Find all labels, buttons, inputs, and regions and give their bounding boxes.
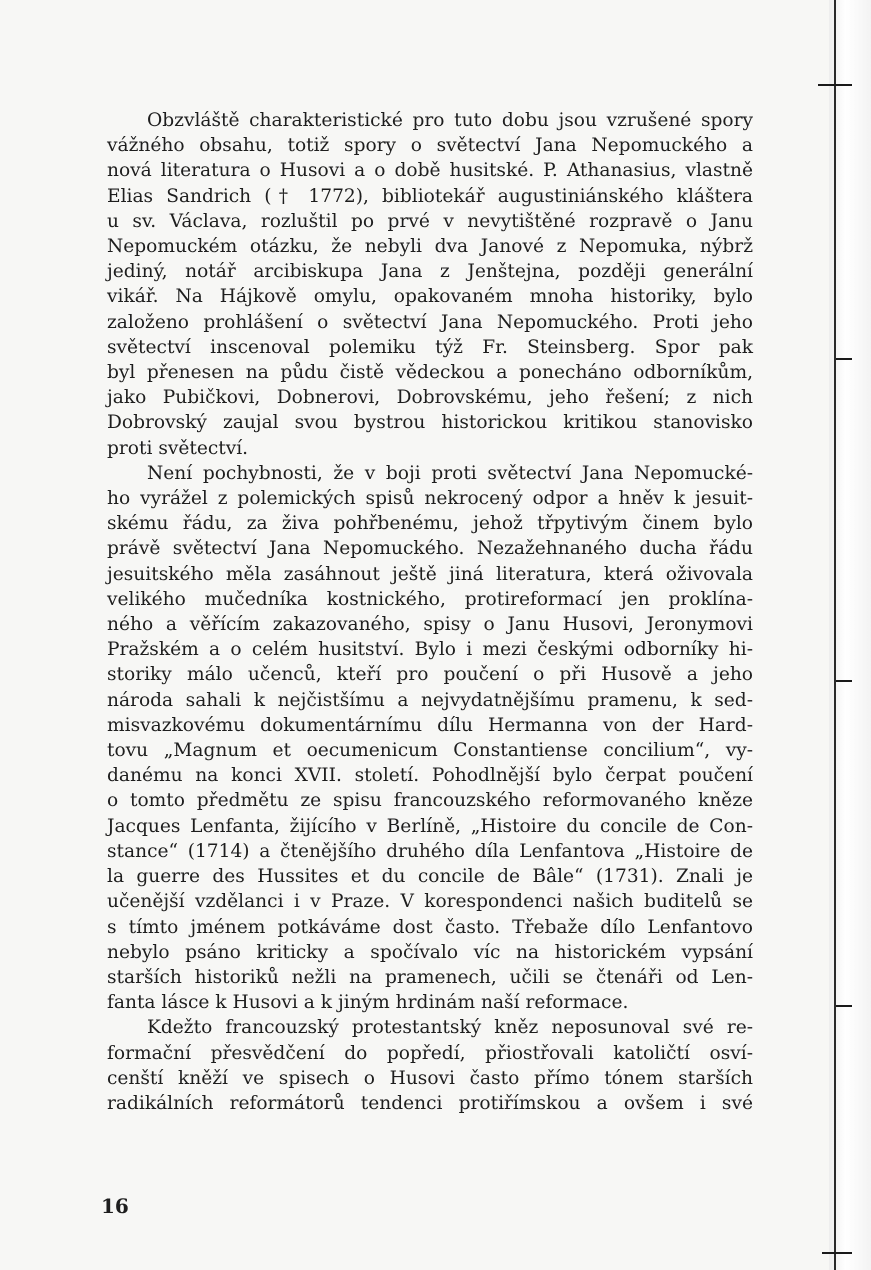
- page-number: 16: [101, 1194, 129, 1218]
- text-line: Dobrovský zaujal svou bystrou historickou kritikou stanovisko: [107, 412, 753, 434]
- text-line: ho vyrážel z polemických spisů nekrocený odpor a hněv k jesuit-: [107, 488, 753, 510]
- text-line: světectví inscenoval polemiku týž Fr. Steinsberg. Spor pak: [107, 336, 753, 358]
- text-line: jesuitského měla zasáhnout ještě jiná literatura, která oživovala: [107, 563, 753, 585]
- text-line: o tomto předmětu ze spisu francouzského reformovaného kněze: [107, 790, 753, 812]
- text-line: Jacques Lenfanta, žijícího v Berlíně, „Histoire du concile de Con-: [107, 815, 753, 837]
- gutter-tick-mark: [822, 1252, 852, 1254]
- body-text: [107, 108, 753, 1116]
- text-line: cenští kněží ve spisech o Husovi často přímo tónem starších: [107, 1067, 753, 1089]
- text-line: vikář. Na Hájkově omylu, opakovaném mnoha historiky, bylo: [107, 286, 753, 308]
- text-line: Elias Sandrich († 1772), bibliotekář augustiniánského kláštera: [107, 185, 753, 207]
- text-line: starších historiků nežli na pramenech, učili se čtenáři od Len-: [107, 966, 753, 988]
- spine-line: [834, 0, 836, 1270]
- text-line: Kdežto francouzský protestantský kněz neposunoval své re-: [147, 1017, 753, 1039]
- gutter-tick-mark: [818, 84, 852, 86]
- text-line: nová literatura o Husovi a o době husitské. P. Athanasius, vlastně: [107, 160, 753, 182]
- text-line: byl přenesen na půdu čistě vědeckou a ponecháno odborníkům,: [107, 362, 753, 384]
- text-line: Pražském a o celém husitství. Bylo i mezi českými odborníky hi-: [107, 639, 753, 661]
- text-line: storiky málo učenců, kteří pro poučení o při Husově a jeho: [107, 664, 753, 686]
- text-line: s tímto jménem potkáváme dost často. Třebaže dílo Lenfantovo: [107, 916, 753, 938]
- text-line: Nepomuckém otázku, že nebyli dva Janové z Nepomuka, nýbrž: [107, 236, 753, 258]
- text-line: založeno prohlášení o světectví Jana Nepomuckého. Proti jeho: [107, 311, 753, 333]
- text-line: Není pochybnosti, že v boji proti světectví Jana Nepomucké-: [147, 462, 753, 484]
- text-line: nebylo psáno kriticky a spočívalo víc na historickém vypsání: [107, 941, 753, 963]
- text-line: vážného obsahu, totiž spory o světectví Jana Nepomuckého a: [107, 135, 753, 157]
- text-line: Obzvláště charakteristické pro tuto dobu jsou vzrušené spory: [147, 110, 753, 131]
- text-line: misvazkovému dokumentárnímu dílu Hermanna von der Hard-: [107, 714, 753, 736]
- text-line: skému řádu, za živa pohřbenému, jehož třpytivým činem bylo: [107, 513, 753, 535]
- text-line: danému na konci XVII. století. Pohodlnější bylo čerpat poučení: [107, 765, 753, 787]
- text-line: jediný, notář arcibiskupa Jana z Jenštejna, později generální: [107, 261, 753, 283]
- text-line: la guerre des Hussites et du concile de Bâle“ (1731). Znali je: [107, 866, 753, 888]
- text-line: učenější vzdělanci i v Praze. V korespondenci našich buditelů se: [107, 891, 753, 913]
- text-line: fanta lásce k Husovi a k jiným hrdinám naší reformace.: [107, 992, 629, 1014]
- text-line: národa sahali k nejčistšímu a nejvydatnějšímu pramenu, k sed-: [107, 689, 753, 711]
- text-line: právě světectví Jana Nepomuckého. Nezažehnaného ducha řádu: [107, 538, 753, 560]
- text-line: stance“ (1714) a čtenějšího druhého díla Lenfantova „Histoire de: [107, 840, 753, 862]
- text-line: tovu „Magnum et oecumenicum Constantiense concilium“, vy-: [107, 740, 753, 762]
- text-line: proti světectví.: [107, 437, 249, 459]
- gutter-tick-mark: [836, 680, 852, 682]
- gutter-tick-mark: [836, 1005, 852, 1007]
- text-line: u sv. Václava, rozluštil po prvé v nevytištěné rozpravě o Janu: [107, 210, 753, 232]
- text-line: radikálních reformátorů tendenci protiřímskou a ovšem i své: [107, 1092, 753, 1114]
- text-line: formační přesvědčení do popředí, přiostřovali katoličtí osví-: [107, 1042, 753, 1064]
- text-line: ného a věřícím zakazovaného, spisy o Janu Husovi, Jeronymovi: [107, 614, 753, 636]
- text-line: jako Pubičkovi, Dobnerovi, Dobrovskému, jeho řešení; z nich: [107, 387, 753, 409]
- text-line: velikého mučedníka kostnického, protireformací jen proklína-: [107, 588, 753, 610]
- gutter-tick-mark: [836, 358, 852, 360]
